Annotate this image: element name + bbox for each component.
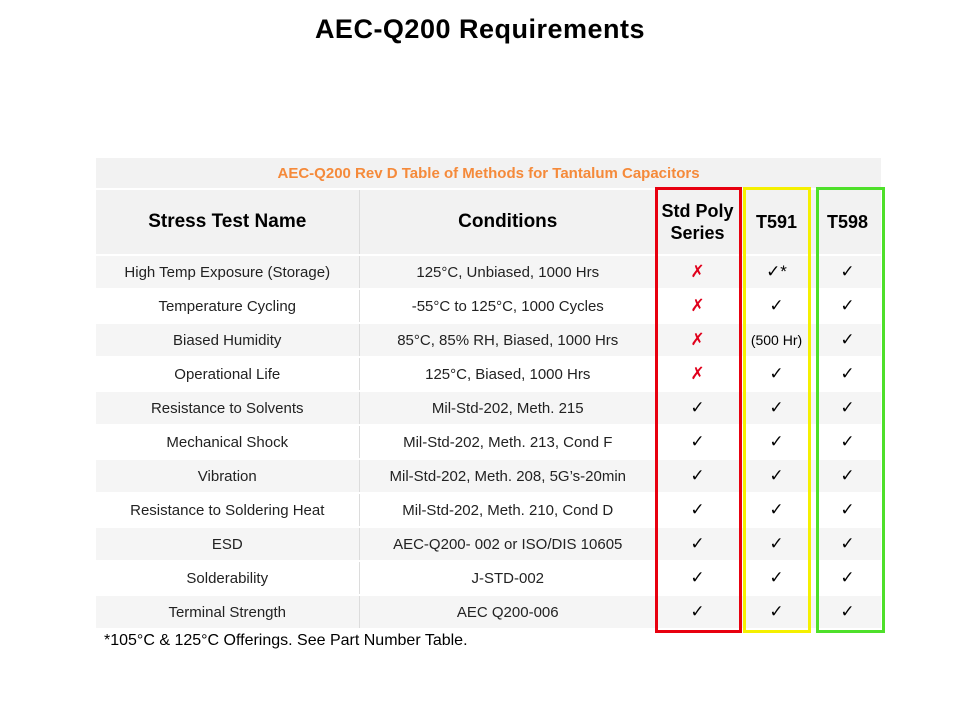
table-row (96, 391, 881, 425)
std-poly-result-cell: ✗ (656, 323, 739, 357)
t591-result-cell: ✓ (739, 391, 814, 425)
stress-test-name-cell: Resistance to Soldering Heat (96, 493, 359, 527)
conditions-cell: 125°C, Biased, 1000 Hrs (359, 357, 656, 391)
std-poly-result-cell: ✓ (656, 561, 739, 595)
conditions-cell: -55°C to 125°C, 1000 Cycles (359, 289, 656, 323)
std-poly-result-cell: ✓ (656, 425, 739, 459)
t598-result-cell: ✓ (814, 459, 881, 493)
table-row (96, 493, 881, 527)
table-row (96, 595, 881, 629)
stress-test-name-cell: Mechanical Shock (96, 425, 359, 459)
t591-result-cell: ✓ (739, 561, 814, 595)
conditions-cell: 125°C, Unbiased, 1000 Hrs (359, 255, 656, 289)
t591-result-cell: ✓ (739, 425, 814, 459)
header-conditions: Conditions (359, 189, 656, 255)
header-t598: T598 (814, 189, 881, 255)
std-poly-result-cell: ✓ (656, 391, 739, 425)
t591-result-cell: ✓ (739, 595, 814, 629)
t591-result-cell: ✓ (739, 357, 814, 391)
stress-test-name-cell: Vibration (96, 459, 359, 493)
std-poly-result-cell: ✓ (656, 527, 739, 561)
stress-test-name-cell: Resistance to Solvents (96, 391, 359, 425)
t598-result-cell: ✓ (814, 255, 881, 289)
std-poly-result-cell: ✓ (656, 493, 739, 527)
conditions-cell: Mil-Std-202, Meth. 213, Cond F (359, 425, 656, 459)
stress-test-name-cell: Terminal Strength (96, 595, 359, 629)
conditions-cell: 85°C, 85% RH, Biased, 1000 Hrs (359, 323, 656, 357)
t591-result-cell: ✓ (739, 527, 814, 561)
conditions-cell: Mil-Std-202, Meth. 210, Cond D (359, 493, 656, 527)
t598-result-cell: ✓ (814, 595, 881, 629)
t598-result-cell: ✓ (814, 561, 881, 595)
t591-result-cell: ✓* (739, 255, 814, 289)
std-poly-result-cell: ✗ (656, 255, 739, 289)
header-std-poly-series (656, 189, 739, 255)
header-stress-test-name: Stress Test Name (96, 189, 359, 255)
conditions-cell: J-STD-002 (359, 561, 656, 595)
table-header-row (96, 189, 881, 255)
std-poly-result-cell: ✗ (656, 357, 739, 391)
stress-test-name-cell: Temperature Cycling (96, 289, 359, 323)
t598-result-cell: ✓ (814, 289, 881, 323)
table-row (96, 561, 881, 595)
conditions-cell: Mil-Std-202, Meth. 208, 5G’s-20min (359, 459, 656, 493)
table-caption: AEC-Q200 Rev D Table of Methods for Tantalum Capacitors (96, 158, 881, 189)
stress-test-name-cell: Solderability (96, 561, 359, 595)
header-t591: T591 (739, 189, 814, 255)
header-std-poly-line1: Std Poly (661, 200, 734, 221)
table-row (96, 527, 881, 561)
stress-test-name-cell: Operational Life (96, 357, 359, 391)
std-poly-result-cell: ✗ (656, 289, 739, 323)
footnote: *105°C & 125°C Offerings. See Part Number Table. (104, 632, 468, 649)
t591-result-cell: ✓ (739, 289, 814, 323)
table-row (96, 323, 881, 357)
table-row (96, 289, 881, 323)
std-poly-result-cell: ✓ (656, 595, 739, 629)
std-poly-result-cell: ✓ (656, 459, 739, 493)
t598-result-cell: ✓ (814, 527, 881, 561)
t591-result-cell: (500 Hr) (739, 323, 814, 357)
conditions-cell: AEC-Q200- 002 or ISO/DIS 10605 (359, 527, 656, 561)
stress-test-name-cell: Biased Humidity (96, 323, 359, 357)
table-row (96, 459, 881, 493)
t598-result-cell: ✓ (814, 391, 881, 425)
page-title: AEC-Q200 Requirements (314, 14, 646, 44)
t591-result-cell: ✓ (739, 493, 814, 527)
t598-result-cell: ✓ (814, 357, 881, 391)
aec-q200-table (96, 158, 881, 630)
t598-result-cell: ✓ (814, 323, 881, 357)
table-row (96, 357, 881, 391)
conditions-cell: Mil-Std-202, Meth. 215 (359, 391, 656, 425)
t598-result-cell: ✓ (814, 493, 881, 527)
table-row (96, 425, 881, 459)
table-row (96, 255, 881, 289)
conditions-cell: AEC Q200-006 (359, 595, 656, 629)
table-caption-row (96, 158, 881, 189)
t598-result-cell: ✓ (814, 425, 881, 459)
t591-result-cell: ✓ (739, 459, 814, 493)
stress-test-name-cell: High Temp Exposure (Storage) (96, 255, 359, 289)
header-std-poly-line2: Series (670, 223, 725, 243)
stress-test-name-cell: ESD (96, 527, 359, 561)
